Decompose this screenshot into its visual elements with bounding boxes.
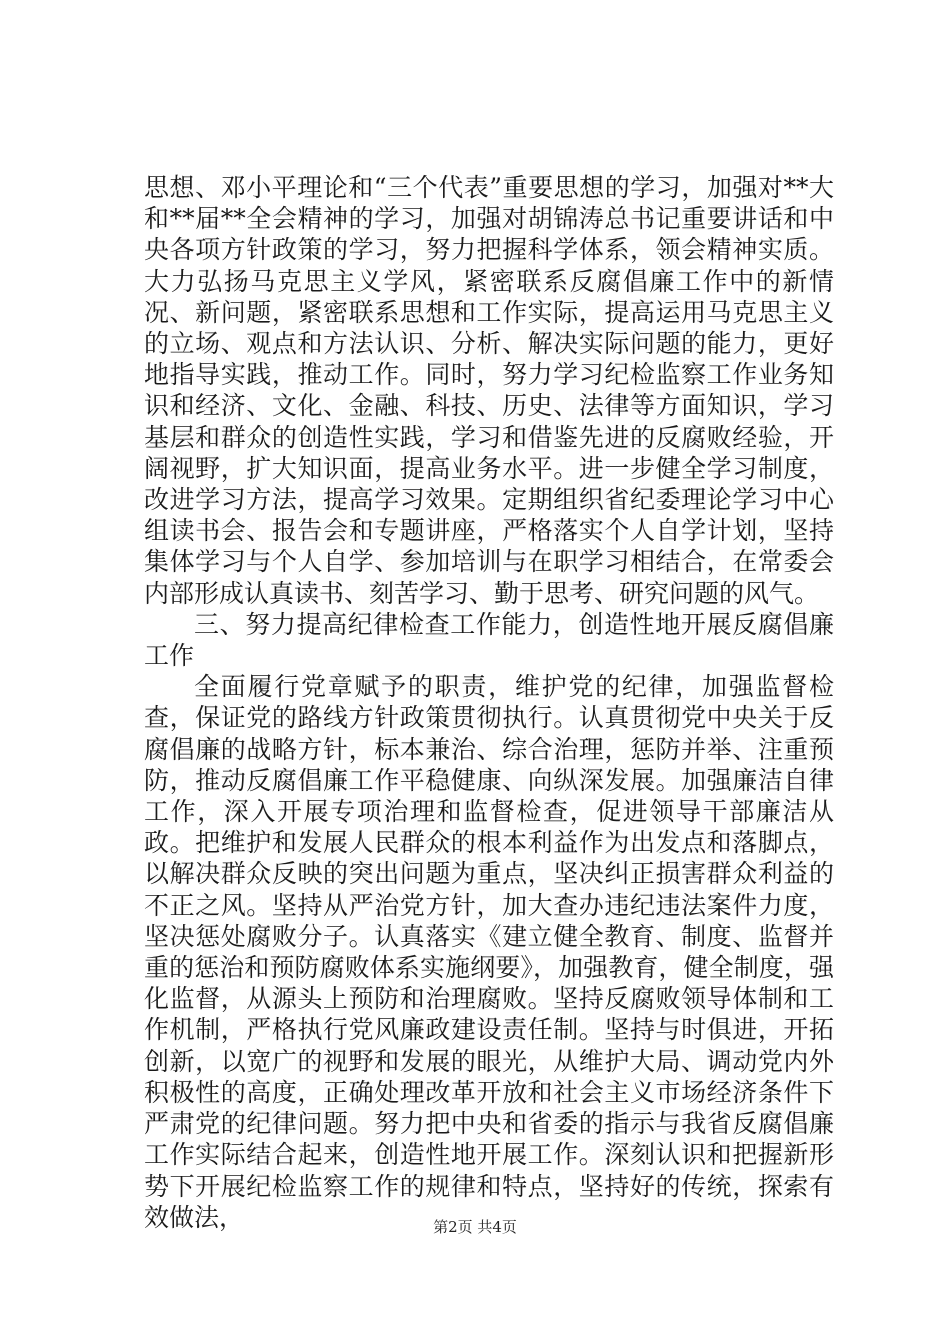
page-number: 第2页 共4页 <box>433 1218 517 1236</box>
body-paragraph-1: 思想、邓小平理论和“三个代表”重要思想的学习，加强对**大和**届**全会精神的学习，加强对胡锦涛总书记重要讲话和中央各项方针政策的学习，努力把握科学体系，领会精神实质。大力弘扬马克思主义学风，紧密联系反腐倡廉工作中的新情况、新问题，紧密联系思想和工作实际，提高运用马克思主义的立场、观点和方法认识、分析、解决实际问题的能力，更好地指导实践，推动工作。同时，努力学习纪检监察工作业务知识和经济、文化、金融、科技、历史、法律等方面知识，学习基层和群众的创造性实践，学习和借鉴先进的反腐败经验，开阔视野，扩大知识面，提高业务水平。进一步健全学习制度，改进学习方法，提高学习效果。定期组织省纪委理论学习中心组读书会、报告会和专题讲座，严格落实个人自学计划，坚持集体学习与个人自学、参加培训与在职学习相结合，在常委会内部形成认真读书、刻苦学习、勤于思考、研究问题的风气。 <box>144 173 834 608</box>
body-paragraph-2: 全面履行党章赋予的职责，维护党的纪律，加强监督检查，保证党的路线方针政策贯彻执行。认真贯彻党中央关于反腐倡廉的战略方针，标本兼治、综合治理，惩防并举、注重预防，推动反腐倡廉工作平稳健康、向纵深发展。加强廉洁自律工作，深入开展专项治理和监督检查，促进领导干部廉洁从政。把维护和发展人民群众的根本利益作为出发点和落脚点，以解决群众反映的突出问题为重点，坚决纠正损害群众利益的不正之风。坚持从严治党方针，加大查办违纪违法案件力度，坚决惩处腐败分子。认真落实《建立健全教育、制度、监督并重的惩治和预防腐败体系实施纲要》，加强教育，健全制度，强化监督，从源头上预防和治理腐败。坚持反腐败领导体制和工作机制，严格执行党风廉政建设责任制。坚持与时俱进，开拓创新，以宽广的视野和发展的眼光，从维护大局、调动党内外积极性的高度，正确处理改革开放和社会主义市场经济条件下严肃党的纪律问题。努力把中央和省委的指示与我省反腐倡廉工作实际结合起来，创造性地开展工作。深刻认识和把握新形势下开展纪检监察工作的规律和特点，坚持好的传统，探索有效做法， <box>144 672 834 1232</box>
page-footer <box>0 1216 950 1237</box>
document-body <box>144 172 834 1233</box>
section-heading: 三、努力提高纪律检查工作能力，创造性地开展反腐倡廉工作 <box>144 609 834 671</box>
